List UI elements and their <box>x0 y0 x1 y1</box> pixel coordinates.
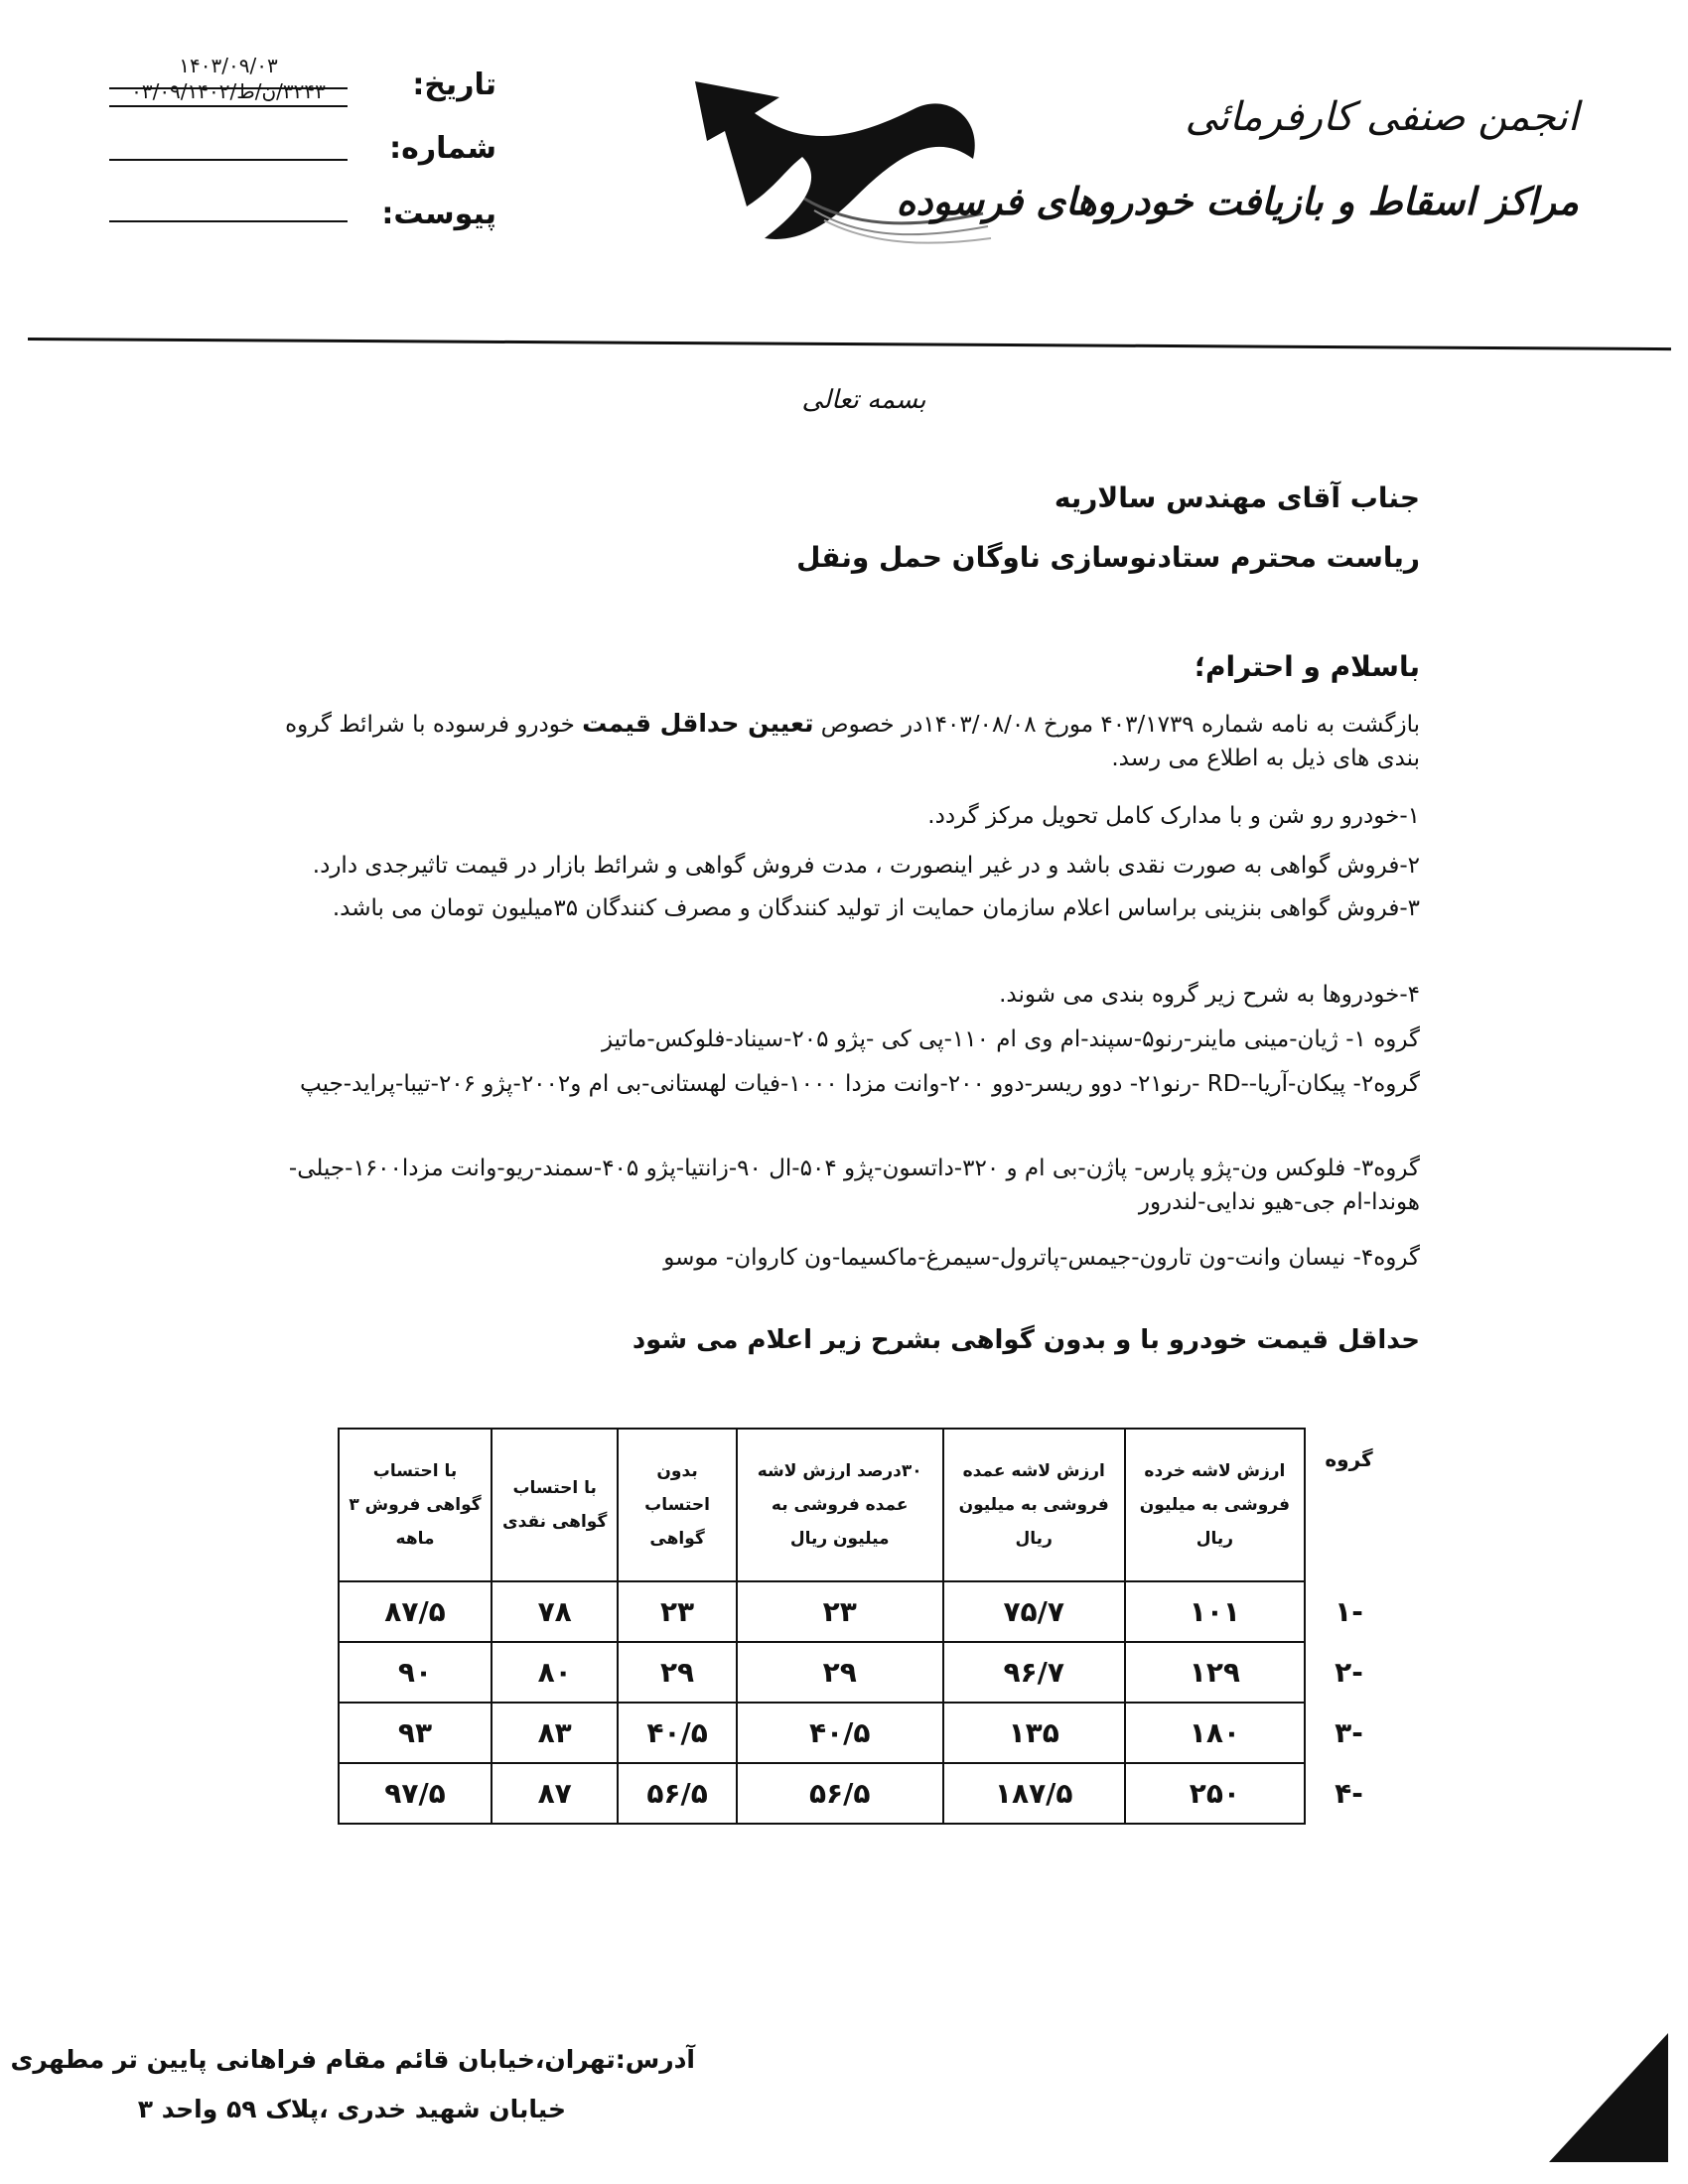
condition-2: ۲-فروش گواهی به صورت نقدی باشد و در غیر اینصورت ، مدت فروش گواهی و شرائط بازار در قیمت تاثیرجدی دارد. <box>312 853 1420 879</box>
table-cell: ۹۰ <box>339 1642 492 1703</box>
table-cell: ۲۹ <box>618 1642 736 1703</box>
footer-address-line2: خیابان شهید خدری ،پلاک ۵۹ واحد ۳ <box>137 2095 566 2123</box>
table-row <box>339 1642 1392 1703</box>
intro-paragraph <box>268 707 1420 775</box>
header-with-3month-certificate: با احتساب گواهی فروش ۳ ماهه <box>339 1429 492 1581</box>
table-intro: حداقل قیمت خودرو با و بدون گواهی بشرح زیر اعلام می شود <box>632 1325 1420 1355</box>
header-retail-value: ارزش لاشه خرده فروشی به میلیون ریال <box>1125 1429 1305 1581</box>
attachment-row <box>109 197 496 246</box>
table-cell: ۹۳ <box>339 1703 492 1763</box>
condition-4: ۴-خودروها به شرح زیر گروه بندی می شوند. <box>999 982 1420 1008</box>
table-cell: ۸۰ <box>492 1642 618 1703</box>
group-3-list: گروه۳- فلوکس ون-پژو پارس- پاژن-بی ام و ۳۲۰-داتسون-پژو ۵۰۴-ال ۹۰-زانتیا-پژو ۴۰۵-سمند-ریو-وانت مزدا۱۶۰۰-جیلی-هوندا-ام جی-هیو ندایی-لندرور <box>288 1156 1420 1215</box>
intro-bold: تعیین حداقل قیمت <box>582 709 814 738</box>
condition-1: ۱-خودرو رو شن و با مدارک کامل تحویل مرکز گردد. <box>927 803 1420 829</box>
corner-decoration <box>1549 2033 1668 2162</box>
date-struck-value: ۳۲۴۳/ن/ط/۰۳/۰۹/۱۴۰۲ <box>131 79 326 103</box>
number-row <box>109 131 496 181</box>
table-cell: ۹۶/۷ <box>943 1642 1125 1703</box>
table-row <box>339 1581 1392 1642</box>
intro-text-a: بازگشت به نامه شماره ۴۰۳/۱۷۳۹ مورخ ۱۴۰۳/۰۸/۰۸در خصوص <box>813 712 1420 738</box>
price-table <box>338 1428 1392 1825</box>
table-cell: ۷۸ <box>492 1581 618 1642</box>
group-4-list: گروه۴- نیسان وانت-ون تارون-جیمس-پاترول-سیمرغ-ماکسیما-ون کاروان- موسو <box>663 1245 1420 1271</box>
date-label: تاریخ: <box>412 68 496 102</box>
cell-group: -۴ <box>1335 1777 1363 1810</box>
header-group: گروه <box>1325 1447 1373 1471</box>
header-with-cash-certificate: با احتساب گواهی نقدی <box>492 1429 618 1581</box>
table-row <box>339 1703 1392 1763</box>
table-cell: ۴۰/۵ <box>737 1703 943 1763</box>
table-cell: ۲۳ <box>737 1581 943 1642</box>
number-underline <box>109 159 348 161</box>
cell-group: -۲ <box>1335 1656 1363 1689</box>
table-cell: ۵۶/۵ <box>737 1763 943 1824</box>
table-cell: ۱۳۵ <box>943 1703 1125 1763</box>
table-cell: ۲۵۰ <box>1125 1763 1305 1824</box>
greeting: باسلام و احترام؛ <box>1194 650 1420 683</box>
attachment-label: پیوست: <box>381 197 496 231</box>
table-cell: ۹۷/۵ <box>339 1763 492 1824</box>
bismillah-heading: بسمه تعالی <box>801 385 926 415</box>
table-cell: ۱۸۰ <box>1125 1703 1305 1763</box>
org-name-line1: انجمن صنفی کارفرمائی <box>1185 94 1579 140</box>
table-cell: ۲۳ <box>618 1581 736 1642</box>
table-header-row <box>339 1429 1392 1581</box>
table-cell: ۸۷ <box>492 1763 618 1824</box>
date-row <box>109 54 496 117</box>
table-cell: ۸۳ <box>492 1703 618 1763</box>
table-cell: ۴۰/۵ <box>618 1703 736 1763</box>
recipient-title: ریاست محترم ستادنوسازی ناوگان حمل ونقل <box>796 541 1420 574</box>
table-cell: ۱۸۷/۵ <box>943 1763 1125 1824</box>
condition-3: ۳-فروش گواهی بنزینی براساس اعلام سازمان حمایت از تولید کنندگان و مصرف کنندگان ۳۵میلیون تومان می باشد. <box>332 895 1420 921</box>
footer-address-line1: آدرس:تهران،خیابان قائم مقام فراهانی پایین تر مطهری <box>10 2045 695 2074</box>
date-value: ۱۴۰۳/۰۹/۰۳ <box>179 54 278 77</box>
org-name-line2: مراکز اسقاط و بازیافت خودروهای فرسوده <box>896 179 1579 223</box>
date-underline <box>109 105 348 107</box>
number-label: شماره: <box>389 131 496 166</box>
header-wholesale-value: ارزش لاشه عمده فروشی به میلیون ریال <box>943 1429 1125 1581</box>
table-row <box>339 1763 1392 1824</box>
table-cell: ۵۶/۵ <box>618 1763 736 1824</box>
header-without-certificate: بدون احتساب گواهی <box>618 1429 736 1581</box>
recipient-name: جناب آقای مهندس سالاریه <box>1054 481 1420 514</box>
table-cell: ۸۷/۵ <box>339 1581 492 1642</box>
group-1-list: گروه ۱- ژیان-مینی ماینر-رنو۵-سپند-ام وی ام ۱۱۰-پی کی -پژو ۲۰۵-سیناد-فلوکس-ماتیز <box>601 1026 1420 1052</box>
header-30-percent: ۳۰درصد ارزش لاشه عمده فروشی به میلیون ریال <box>737 1429 943 1581</box>
cell-group: -۱ <box>1335 1595 1363 1628</box>
table-cell: ۱۲۹ <box>1125 1642 1305 1703</box>
intro-text-b: خودرو فرسوده با شرائط گروه بندی های ذیل به اطلاع می رسد. <box>285 712 1420 771</box>
header-separator <box>28 338 1671 350</box>
attachment-underline <box>109 220 348 222</box>
table-cell: ۱۰۱ <box>1125 1581 1305 1642</box>
association-logo <box>685 79 1003 258</box>
cell-group: -۳ <box>1335 1716 1363 1749</box>
strike-line <box>109 87 348 89</box>
group-2-list: گروه۲- پیکان-آریا--RD -رنو۲۱- دوو ریسر-دوو ۲۰۰-وانت مزدا ۱۰۰۰-فیات لهستانی-بی ام و۲۰۰۲-پژو ۲۰۶-تیبا-پراید-جیپ <box>300 1071 1420 1097</box>
table-cell: ۲۹ <box>737 1642 943 1703</box>
table-cell: ۷۵/۷ <box>943 1581 1125 1642</box>
